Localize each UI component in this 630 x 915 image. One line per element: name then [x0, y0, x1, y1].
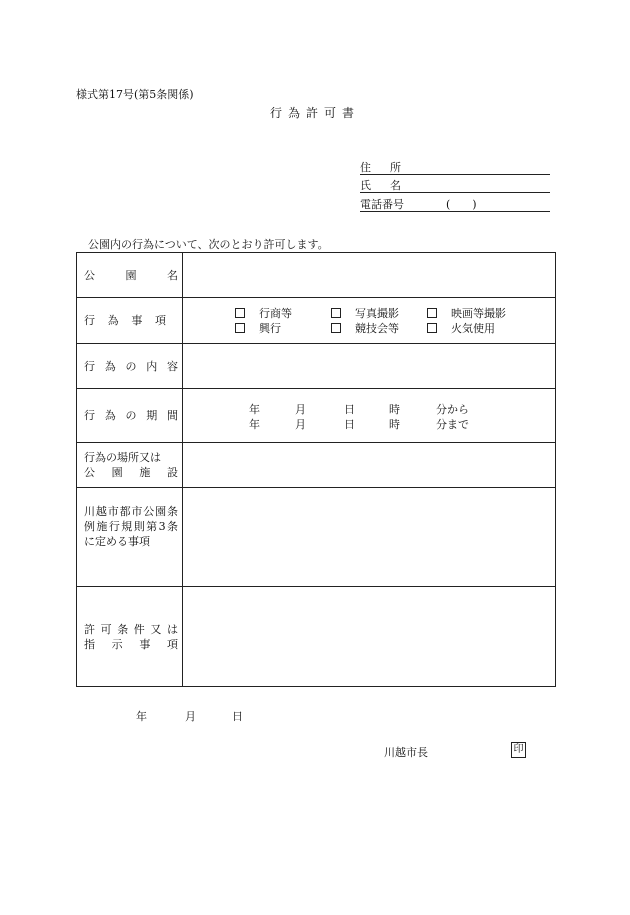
conditions-value[interactable]	[183, 587, 556, 687]
period-start: 年 月 日 時 分から	[249, 402, 469, 416]
rule-matters-label	[77, 488, 183, 587]
row-place-facility	[77, 443, 556, 488]
rule-matters-value[interactable]	[183, 488, 556, 587]
option-photography[interactable]: 写真撮影	[331, 306, 427, 321]
name-field[interactable]	[360, 176, 550, 193]
act-content-label	[77, 344, 183, 389]
checkbox-icon[interactable]	[331, 323, 341, 333]
act-content-value[interactable]	[183, 344, 556, 389]
form-number: 様式第17号(第5条関係)	[76, 88, 194, 101]
act-period-value[interactable]	[183, 389, 556, 443]
conditions-text-2: 指 示 事 項	[84, 637, 178, 651]
checkbox-icon[interactable]	[235, 308, 245, 318]
row-conditions	[77, 587, 556, 687]
checkbox-icon[interactable]	[235, 323, 245, 333]
address-label: 住所	[360, 161, 420, 174]
row-act-item	[77, 298, 556, 344]
period-end: 年 月 日 時 分まで	[249, 417, 469, 431]
issue-date[interactable]: 年 月 日	[136, 710, 243, 723]
act-options-grid	[235, 306, 555, 336]
act-period-label	[77, 389, 183, 443]
park-name-label	[77, 253, 183, 298]
checkbox-icon[interactable]	[331, 308, 341, 318]
park-name-value[interactable]	[183, 253, 556, 298]
row-act-period	[77, 389, 556, 443]
act-item-text: 行 為 事 項	[84, 314, 166, 327]
name-label: 氏名	[360, 179, 420, 192]
checkbox-icon[interactable]	[427, 323, 437, 333]
act-period-text: 行 為 の 期 間	[84, 409, 178, 422]
document-title: 行為許可書	[269, 106, 360, 120]
conditions-label	[77, 587, 183, 687]
issuer-name: 川越市長	[384, 746, 428, 759]
phone-field[interactable]	[360, 195, 550, 212]
act-item-label	[77, 298, 183, 344]
option-competition[interactable]: 競技会等	[331, 321, 427, 336]
place-facility-text-1: 行為の場所又は	[84, 451, 161, 464]
option-fire-use[interactable]: 火気使用	[427, 321, 527, 336]
phone-label: 電話番号	[360, 198, 404, 211]
seal-mark: 印	[511, 742, 526, 758]
option-peddling[interactable]: 行商等	[235, 306, 331, 321]
row-rule-matters	[77, 488, 556, 587]
rule-matters-text: 川越市都市公園条例施行規則第3条に定める事項	[84, 505, 178, 548]
conditions-text-1: 許 可 条 件 又 は	[84, 622, 178, 636]
option-filming[interactable]: 映画等撮影	[427, 306, 527, 321]
act-item-value	[183, 298, 556, 344]
row-park-name	[77, 253, 556, 298]
park-name-text: 公 園 名	[84, 268, 178, 282]
permit-form-table	[76, 252, 556, 687]
option-show[interactable]: 興行	[235, 321, 331, 336]
intro-text: 公園内の行為について、次のとおり許可します。	[88, 238, 329, 251]
place-facility-value[interactable]	[183, 443, 556, 488]
act-content-text: 行 為 の 内 容	[84, 359, 178, 373]
row-act-content	[77, 344, 556, 389]
place-facility-label	[77, 443, 183, 488]
address-field[interactable]	[360, 158, 550, 175]
phone-area-code-parens: ( )	[446, 198, 477, 211]
place-facility-text-2: 公 園 施 設	[84, 466, 178, 479]
checkbox-icon[interactable]	[427, 308, 437, 318]
